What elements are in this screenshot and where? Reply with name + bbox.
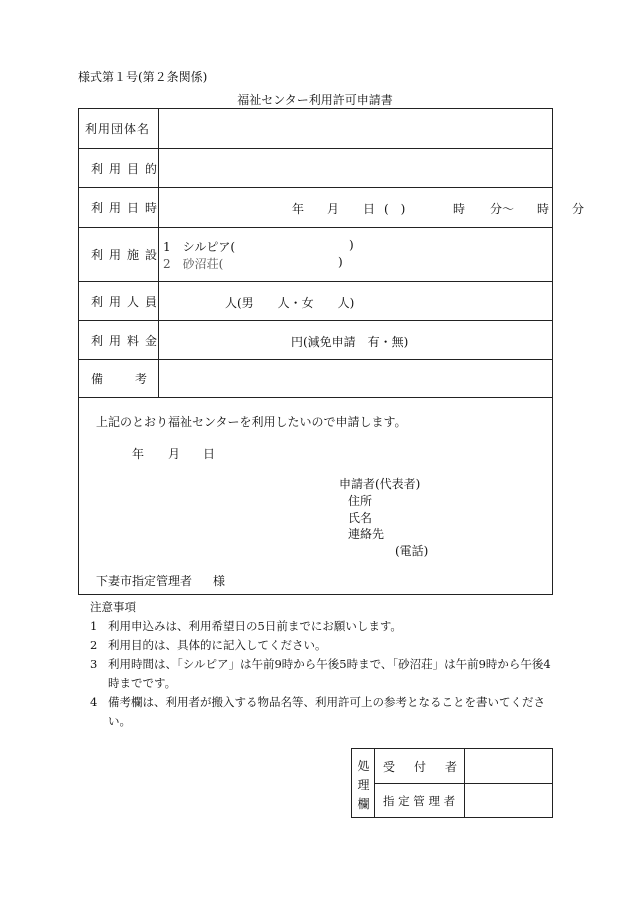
row-group-name [79,109,552,149]
address-label: 住所 [348,494,373,508]
facility-field[interactable] [159,228,552,281]
dt-hour-end: 時 [537,202,550,216]
label-receiver: 受 付 者 [375,749,465,783]
note-item: 4 備考欄は、利用者が搬入する物品名等、利用許可上の参考となることを書いてください。 [90,695,545,728]
row-fee [79,321,552,360]
applicant-label: 申請者(代表者) [339,477,421,491]
dt-hour-start: 時 [453,202,466,216]
row-receiver [375,749,552,784]
row-persons [79,282,552,321]
note-item: 1 利用申込みは、利用希望日の5日前までにお願いします。 [90,619,402,633]
phone-label: (電話) [395,544,429,558]
label-persons: 利 用 人 員 [79,282,159,320]
label-datetime: 利 用 日 時 [79,188,159,227]
facility-option-1[interactable]: 1 シルピア( [163,240,236,254]
facility-option-1-close: ) [349,238,354,252]
label-purpose: 利 用 目 的 [79,149,159,187]
fee-field[interactable] [159,321,552,359]
date-year: 年 [132,447,145,461]
date-month: 月 [168,447,181,461]
datetime-field[interactable] [159,188,585,227]
dt-min-end: 分 [572,202,585,216]
form-number: 様式第１号(第２条関係) [78,70,208,84]
label-remarks: 備 考 [79,360,159,397]
group-name-field[interactable] [159,109,552,148]
persons-field[interactable] [159,282,552,320]
dt-min-start: 分〜 [490,202,515,216]
processing-table [351,748,553,818]
purpose-field[interactable] [159,149,552,187]
label-fee: 利 用 料 金 [79,321,159,359]
label-facility: 利 用 施 設 [79,228,159,281]
row-purpose [79,149,552,188]
document-title: 福祉センター利用許可申請書 [237,93,393,107]
name-label: 氏名 [348,511,373,525]
facility-option-2-close: ) [338,255,343,269]
honorific: 様 [213,574,226,588]
note-item: 2 利用目的は、具体的に記入してください。 [90,638,327,652]
row-datetime [79,188,585,228]
persons-text: 人(男 人・女 人) [225,296,355,310]
statement-text: 上記のとおり福祉センターを利用したいので申請します。 [96,415,407,429]
dt-year: 年 [292,202,305,216]
row-facility [79,228,552,282]
label-manager: 指 定 管 理 者 [375,784,465,817]
application-table [78,108,585,595]
notes-section [78,598,556,731]
label-group-name: 利用団体名 [79,109,159,148]
processing-side-label: 処 理 欄 [352,749,375,817]
notes-title: 注意事項 [90,600,136,614]
row-remarks [79,360,552,398]
addressee: 下妻市指定管理者 [96,574,193,588]
facility-option-2[interactable]: 2 砂沼荘( [163,257,224,271]
fee-text: 円(減免申請 有・無) [291,335,409,349]
contact-label: 連絡先 [348,527,385,541]
row-manager [375,784,552,817]
remarks-field[interactable] [159,360,552,397]
dt-day: 日 [363,202,376,216]
note-item: 3 利用時間は、「シルピア」は午前9時から午後5時まで、「砂沼荘」は午前9時から午後4時までです。 [90,657,551,690]
dt-month: 月 [327,202,340,216]
date-day: 日 [203,447,216,461]
dt-weekday: ( ) [384,202,406,216]
statement-area [79,398,552,596]
